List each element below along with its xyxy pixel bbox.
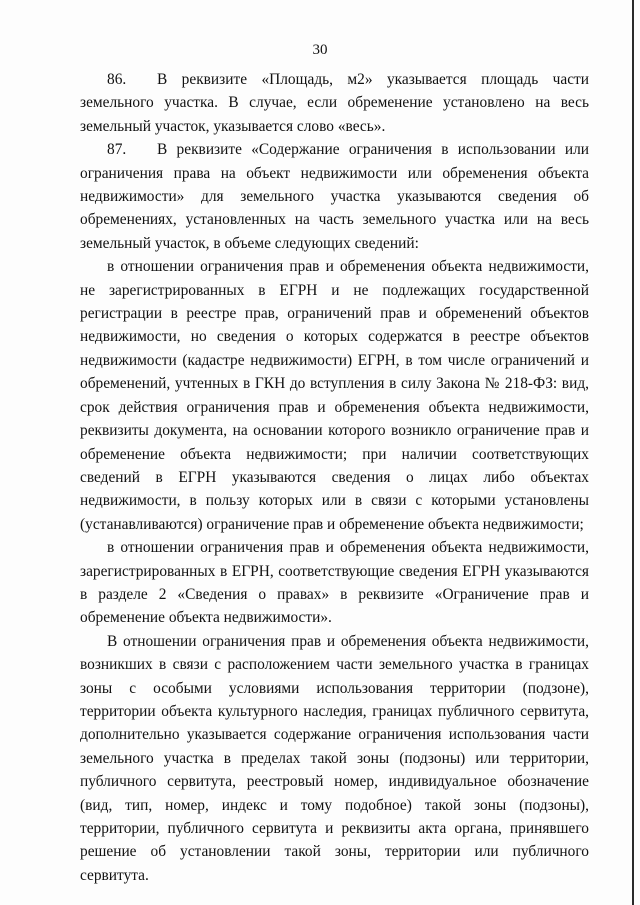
page-number: 30 [312,42,328,58]
document-body [80,68,589,887]
paragraph-text: В реквизите «Площадь, м2» указывается площадь части земельного участка. В случае, если обременение установлено на весь земельный участок, указывается слово «весь». [80,71,589,135]
paragraph-registered-encumbrances: в отношении ограничения прав и обременения объекта недвижимости, зарегистрированных в ЕГРН, соответствующие сведения ЕГРН указываются в разделе 2 «Сведения о правах» в реквизите «Ограничение прав и обременение объекта недвижимости». [80,539,589,627]
paragraph-87 [80,138,589,255]
scan-edge [632,0,634,905]
paragraph-unregistered-encumbrances: в отношении ограничения прав и обременения объекта недвижимости, не зарегистрированных в ЕГРН и не подлежащих государственной регистрации в реестре прав, ограничений прав и обременений объектов недвижимости, но сведения о которых содержатся в реестре объектов недвижимости (кадастре недвижимости) ЕГРН, в том числе ограничений и обременений, учтенных в ГКН до вступления в силу Закона № 218-ФЗ: вид, срок действия ограничения прав и обременения объекта недвижимости, реквизиты документа, на основании которого возникло ограничение прав и обременение объекта недвижимости; при наличии соответствующих сведений в ЕГРН указываются сведения о лицах либо объектах недвижимости, в пользу которых или в связи с которыми установлены (устанавливаются) ограничение прав и обременение объекта недвижимости; [80,258,589,533]
paragraph-number: 86. [107,71,127,88]
paragraph-number: 87. [107,141,127,159]
paragraph-special-zones: В отношении ограничения прав и обременения объекта недвижимости, возникших в связи с расположением части земельного участка в границах зоны с особыми условиями использования территории (подзоне), территории объекта культурного наследия, границах публичного сервитута, дополнительно указывается содержание ограничения использования части земельного участка в пределах такой зоны (подзоны) или территории, публичного сервитута, реестровый номер, индивидуальное обозначение (вид, тип, номер, индекс и тому подобное) такой зоны (подзоны), территории, публичного сервитута и реквизиты акта органа, принявшего решение об установлении такой зоны, территории или публичного сервитута. [80,632,589,884]
paragraph-text: В реквизите «Содержание ограничения в использовании или ограничения права на объект недвижимости или обременения объекта недвижимости» для земельного участка указываются сведения об обременениях, установленных на часть земельного участка или на весь земельный участок, в объеме следующих сведений: [80,141,589,252]
paragraph-86 [80,68,589,138]
